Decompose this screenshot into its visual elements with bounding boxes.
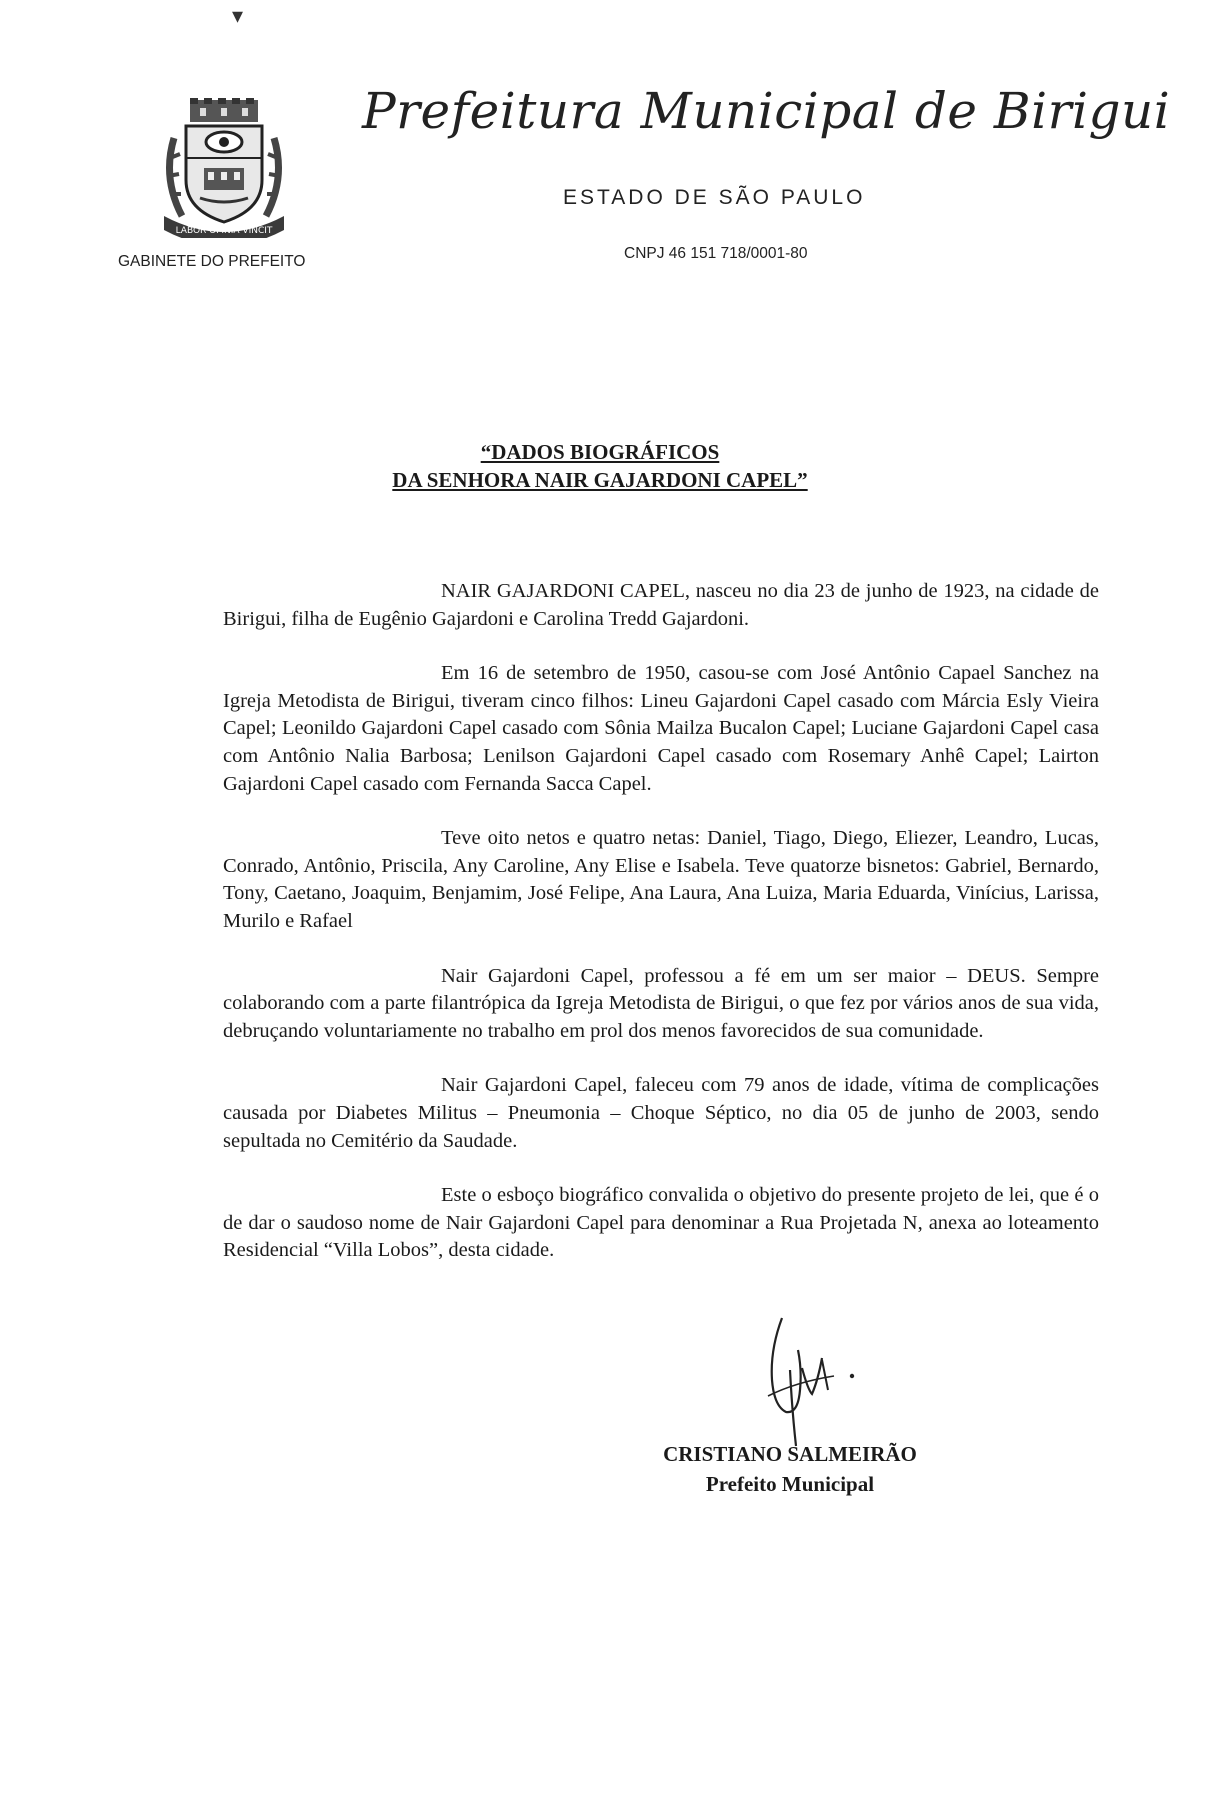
paragraph-faith: Nair Gajardoni Capel, professou a fé em um ser maior – DEUS. Sempre colaborando com a parte filantrópica da Igreja Metodista de Birigui, o que fez por vários anos de sua vida, debruçando voluntariamente no trabalho em prol dos menos favorecidos de sua comunidade. — [223, 964, 1099, 1042]
document-title-line-1: “DADOS BIOGRÁFICOS — [480, 440, 720, 464]
paragraph-marriage: Em 16 de setembro de 1950, casou-se com José Antônio Capael Sanchez na Igreja Metodista de Birigui, tiveram cinco filhos: Lineu Gajardoni Capel casado com Márcia Esly Vieira Capel; Leonildo Gajardoni Capel casado com Sônia Mailza Bucalon Capel; Luciane Gajardoni Capel casa com Antônio Nalia Barbosa; Lenilson Gajardoni Capel casado com Rosemary Anhê Capel; Lairton Gajardoni Capel casado com Fernanda Sacca Capel. — [223, 662, 1099, 795]
municipality-title: Prefeitura Municipal de Birigui — [362, 82, 1171, 140]
crest-motto: LABOR OMNIA VINCIT — [175, 226, 273, 236]
paragraph-purpose: Este o esboço biográfico convalida o objetivo do presente projeto de lei, que é o de dar o saudoso nome de Nair Gajardoni Capel para denominar a Rua Projetada N, anexa ao loteamento Residencial “Villa Lobos”, desta cidade. — [223, 1184, 1099, 1262]
handwritten-signature — [742, 1310, 862, 1450]
office-label: GABINETE DO PREFEITO — [118, 253, 306, 270]
signer-name: CRISTIANO SALMEIRÃO — [663, 1442, 917, 1466]
state-label: ESTADO DE SÃO PAULO — [563, 186, 866, 209]
cnpj-label: CNPJ 46 151 718/0001-80 — [624, 245, 808, 262]
document-body — [223, 578, 1099, 1292]
paragraph-descendants: Teve oito netos e quatro netas: Daniel, Tiago, Diego, Eliezer, Leandro, Lucas, Conrado, Antônio, Priscila, Any Caroline, Any Elise e Isabela. Teve quatorze bisnetos: Gabriel, Bernardo, Tony, Caetano, Joaquim, Benjamim, José Felipe, Ana Laura, Ana Luiza, Maria Eduarda, Vinícius, Larissa, Murilo e Rafael — [223, 827, 1099, 932]
paragraph-birth: NAIR GAJARDONI CAPEL, nasceu no dia 23 de junho de 1923, na cidade de Birigui, filha de Eugênio Gajardoni e Carolina Tredd Gajardoni. — [223, 580, 1099, 630]
municipal-crest-icon — [160, 98, 288, 238]
scan-mark: ▾ — [232, 4, 244, 29]
document-title-line-2: DA SENHORA NAIR GAJARDONI CAPEL” — [392, 468, 808, 492]
paragraph-death: Nair Gajardoni Capel, faleceu com 79 anos de idade, vítima de complicações causada por Diabetes Militus – Pneumonia – Choque Séptico, no dia 05 de junho de 2003, sendo sepultada no Cemitério da Saudade. — [223, 1074, 1099, 1152]
signer-role: Prefeito Municipal — [705, 1472, 875, 1496]
